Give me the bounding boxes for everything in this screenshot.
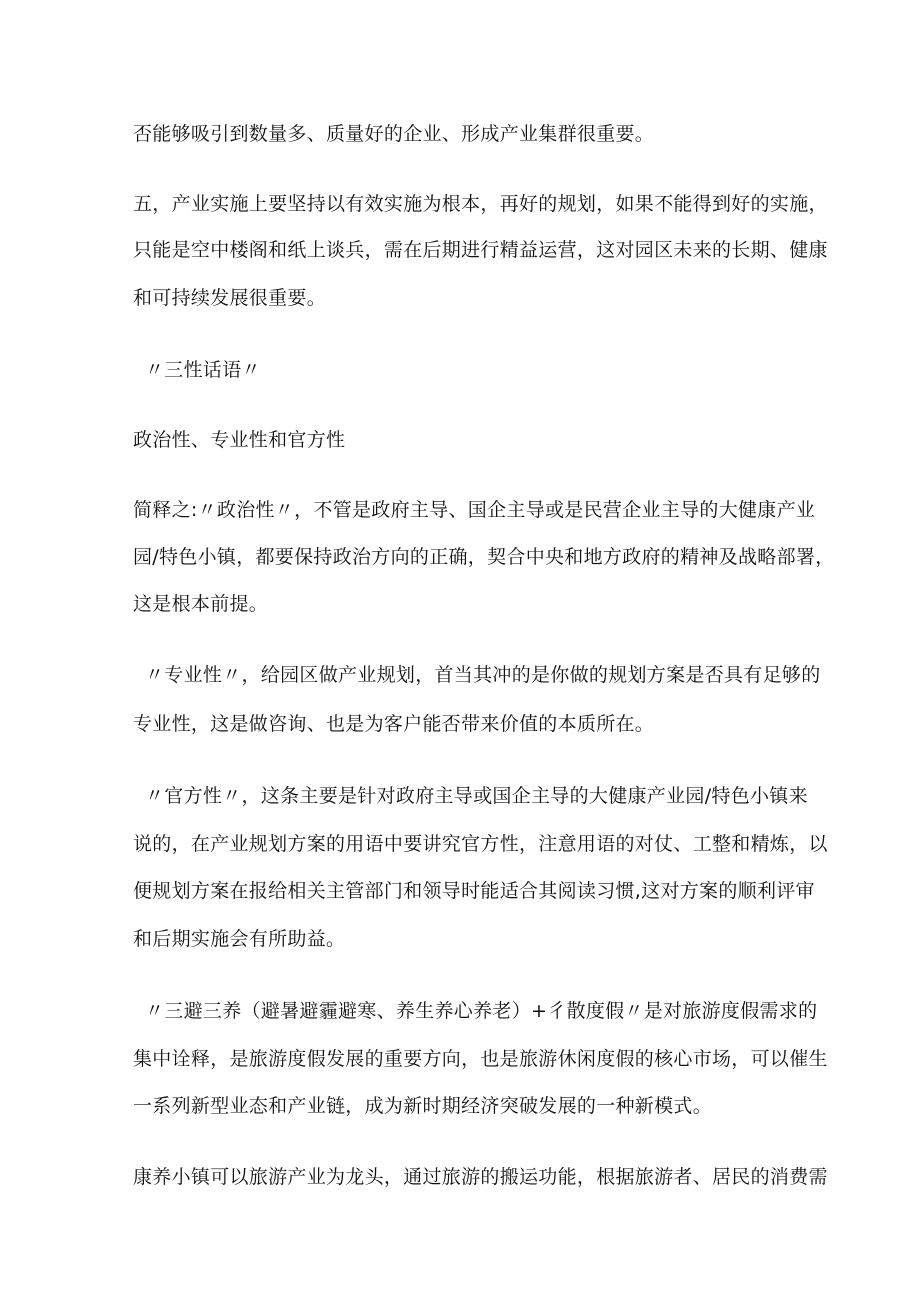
text-line: 简释之:〃政治性〃，不管是政府主导、国企主导或是民营企业主导的大健康产业 (133, 499, 816, 521)
text-line: 〃官方性〃，这条主要是针对政府主导或国企主导的大健康产业园/特色小镇来 (145, 785, 808, 807)
text-line: 便规划方案在报给相关主管部门和领导时能适合其阅读习惯,这对方案的顺利评审 (133, 880, 815, 902)
section-heading: 〃三性话语〃 (145, 359, 261, 381)
text-line: 政治性、专业性和官方性 (133, 429, 346, 451)
text-line: 康养小镇可以旅游产业为龙头，通过旅游的搬运功能，根据旅游者、居民的消费需 (133, 1166, 828, 1188)
text-line: 否能够吸引到数量多、质量好的企业、形成产业集群很重要。 (133, 123, 655, 145)
text-line: 〃专业性〃，给园区做产业规划，首当其冲的是你做的规划方案是否具有足够的 (145, 664, 821, 686)
text-line: 集中诠释，是旅游度假发展的重要方向，也是旅游休闲度假的核心市场，可以催生 (133, 1048, 828, 1070)
text-line: 五，产业实施上要坚持以有效实施为根本，再好的规划，如果不能得到好的实施， (133, 193, 828, 215)
text-line: 园/特色小镇，都要保持政治方向的正确，契合中央和地方政府的精神及战略部署， (133, 546, 835, 568)
text-line: 一系列新型业态和产业链，成为新时期经济突破发展的一种新模式。 (133, 1095, 713, 1117)
text-line: 这是根本前提。 (133, 593, 269, 615)
text-line: 专业性，这是做咨询、也是为客户能否带来价值的本质所在。 (133, 713, 655, 735)
text-line: 和可持续发展很重要。 (133, 287, 327, 309)
text-line: 只能是空中楼阁和纸上谈兵，需在后期进行精益运营，这对园区未来的长期、健康 (133, 239, 828, 261)
text-line: 〃三避三养（避暑避霾避寒、养生养心养老）+彳散度假〃是对旅游度假需求的 (145, 1000, 818, 1022)
text-line: 说的，在产业规划方案的用语中要讲究官方性，注意用语的对仗、工整和精炼，以 (133, 833, 828, 855)
text-line: 和后期实施会有所助益。 (133, 928, 346, 950)
